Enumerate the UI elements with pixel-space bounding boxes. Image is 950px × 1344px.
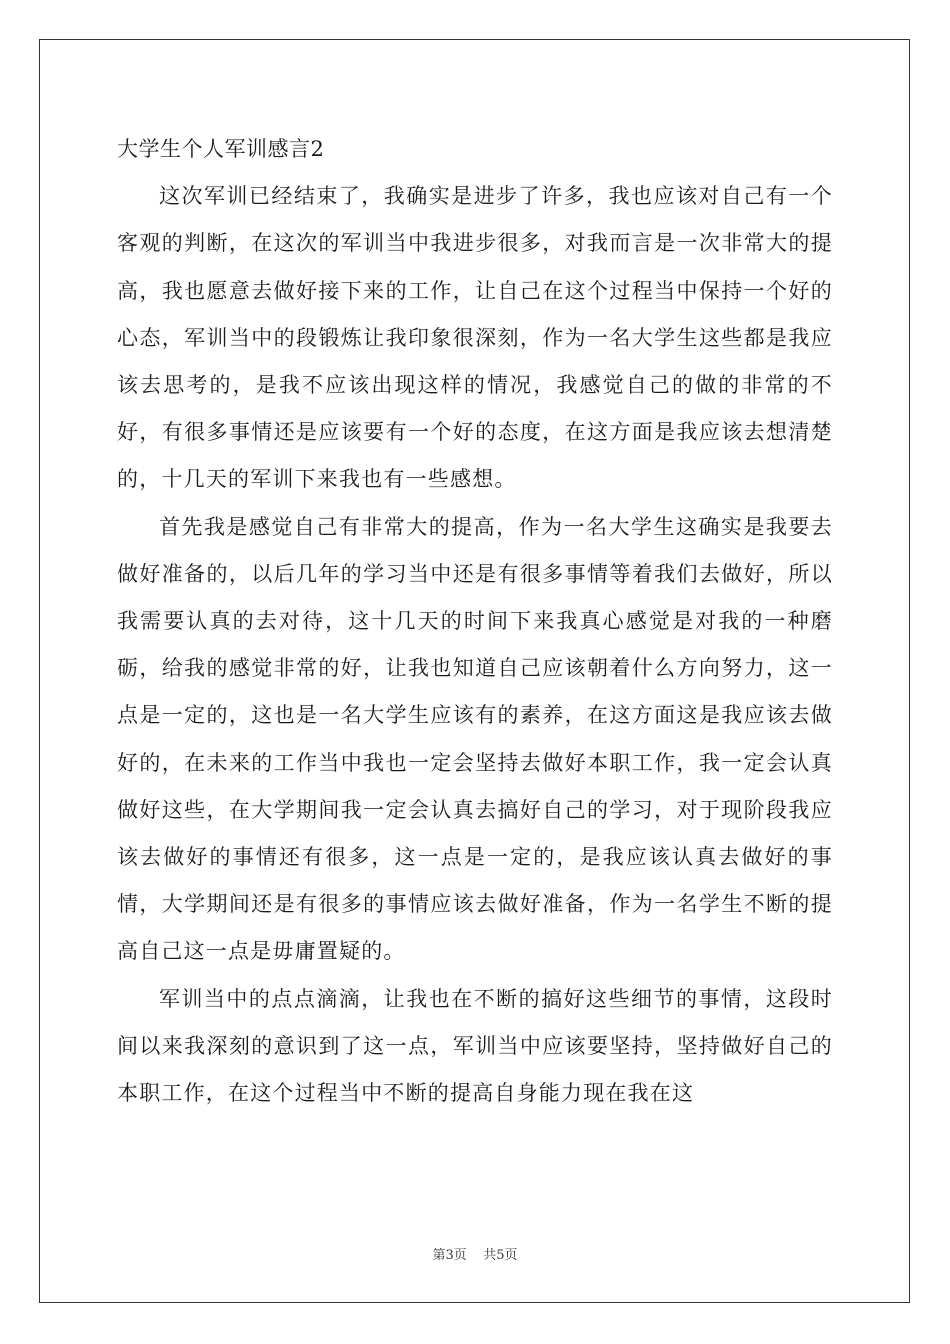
document-body bbox=[117, 126, 833, 1117]
paragraph-1: 这次军训已经结束了，我确实是进步了许多，我也应该对自己有一个客观的判断，在这次的军训当中我进步很多，对我而言是一次非常大的提高，我也愿意去做好接下来的工作，让自己在这个过程当中保持一个好的心态，军训当中的段锻炼让我印象很深刻，作为一名大学生这些都是我应该去思考的，是我不应该出现这样的情况，我感觉自己的做的非常的不好，有很多事情还是应该要有一个好的态度，在这方面是我应该去想清楚的，十几天的军训下来我也有一些感想。 bbox=[117, 184, 833, 492]
paragraph-3: 军训当中的点点滴滴，让我也在不断的搞好这些细节的事情，这段时间以来我深刻的意识到了这一点，军训当中应该要坚持，坚持做好自己的本职工作，在这个过程当中不断的提高自身能力现在我在这 bbox=[117, 986, 833, 1106]
document-title: 大学生个人军训感言2 bbox=[117, 137, 325, 161]
page-number-footer: 第3页 共5页 bbox=[432, 1248, 518, 1263]
paragraph-2: 首先我是感觉自己有非常大的提高，作为一名大学生这确实是我要去做好准备的，以后几年的学习当中还是有很多事情等着我们去做好，所以我需要认真的去对待，这十几天的时间下来我真心感觉是对我的一种磨砺，给我的感觉非常的好，让我也知道自己应该朝着什么方向努力，这一点是一定的，这也是一名大学生应该有的素养，在这方面这是我应该去做好的，在未来的工作当中我也一定会坚持去做好本职工作，我一定会认真做好这些，在大学期间我一定会认真去搞好自己的学习，对于现阶段我应该去做好的事情还有很多，这一点是一定的，是我应该认真去做好的事情，大学期间还是有很多的事情应该去做好准备，作为一名学生不断的提高自己这一点是毋庸置疑的。 bbox=[117, 514, 833, 964]
